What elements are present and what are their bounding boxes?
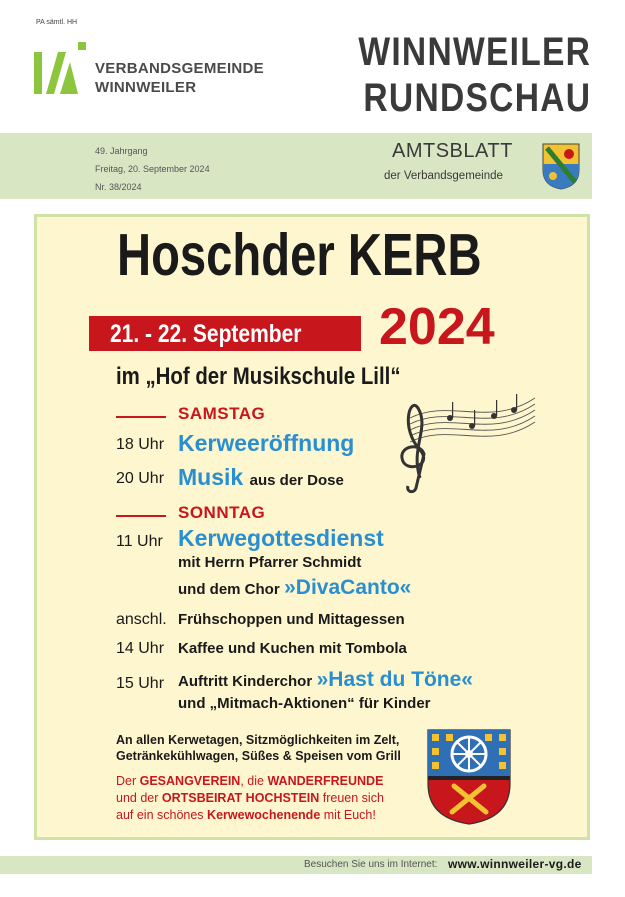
- treble-clef-music-notes-icon: [390, 388, 540, 498]
- issue-volume: 49. Jahrgang: [95, 146, 148, 156]
- org-name-line2: WINNWEILER: [95, 79, 197, 96]
- organizers-text: auf ein schönes: [116, 808, 208, 822]
- schedule-title: Kerwegottesdienst: [178, 525, 384, 551]
- organizers-text: Kerwewochenende: [207, 808, 321, 822]
- organizers-line: [116, 806, 376, 824]
- schedule-time: anschl.: [116, 611, 167, 628]
- publication-title-line2: RUNDSCHAU: [363, 76, 591, 120]
- info-text: Getränkekühlwagen, Süßes & Speisen vom Grill: [116, 749, 401, 763]
- schedule-time: 18 Uhr: [116, 436, 165, 453]
- organizers-text: und der: [116, 791, 162, 805]
- schedule-time: 14 Uhr: [116, 640, 165, 657]
- schedule-text: Frühschoppen und Mittagessen: [178, 611, 405, 628]
- organizers-text: WANDERFREUNDE: [267, 774, 384, 788]
- schedule-text: aus der Dose: [249, 472, 344, 489]
- issue-number: Nr. 38/2024: [95, 182, 142, 192]
- pa-note: PA sämtl. HH: [36, 19, 78, 26]
- schedule-item: [178, 668, 473, 692]
- organizers-text: Der: [116, 774, 140, 788]
- event-dates: 21. - 22. September: [110, 320, 302, 348]
- footer-website-link[interactable]: www.winnweiler-vg.de: [448, 857, 582, 871]
- vg-winnweiler-logo-icon: [34, 42, 86, 94]
- organizers-text: mit Euch!: [320, 808, 376, 822]
- schedule-title: Musik: [178, 464, 244, 490]
- organizers-text: , die: [240, 774, 268, 788]
- children-choir-name: »Hast du Töne«: [316, 668, 473, 691]
- schedule-item: [178, 576, 411, 600]
- publication-title-line1: WINNWEILER: [358, 30, 591, 74]
- schedule-text: Kaffee und Kuchen mit Tombola: [178, 640, 407, 657]
- municipal-crest-icon: [541, 142, 581, 190]
- organizers-line: [116, 772, 383, 790]
- schedule-text: Auftritt Kinderchor: [178, 673, 313, 690]
- poster-headline: Hoschder KERB: [117, 222, 482, 288]
- sunday-label: SONNTAG: [178, 503, 266, 522]
- org-name-line1: VERBANDSGEMEINDE: [95, 60, 264, 77]
- schedule-time: 15 Uhr: [116, 675, 165, 692]
- event-year: 2024: [379, 298, 495, 356]
- hochstein-crest-icon: [426, 728, 512, 826]
- footer-label: Besuchen Sie uns im Internet:: [304, 859, 438, 870]
- saturday-rule: [116, 416, 166, 418]
- event-venue: im „Hof der Musikschule Lill“: [116, 363, 401, 390]
- schedule-time: 20 Uhr: [116, 470, 165, 487]
- choir-name: »DivaCanto«: [284, 576, 412, 599]
- organizers-text: freuen sich: [319, 791, 384, 805]
- schedule-title: Kerweeröffnung: [178, 430, 355, 456]
- sunday-rule: [116, 515, 166, 517]
- info-text: An allen Kerwetagen, Sitzmöglichkeiten im Zelt,: [116, 733, 400, 747]
- schedule-text: und dem Chor: [178, 581, 280, 598]
- schedule-time: 11 Uhr: [116, 533, 163, 550]
- organizers-text: ORTSBEIRAT HOCHSTEIN: [161, 791, 320, 805]
- schedule-item: [178, 464, 344, 491]
- issue-date: Freitag, 20. September 2024: [95, 164, 210, 174]
- schedule-text: und „Mitmach-Aktionen“ für Kinder: [178, 695, 431, 712]
- organizers-line: [116, 789, 384, 807]
- amtsblatt-subtitle: der Verbandsgemeinde: [384, 170, 503, 182]
- organizers-text: GESANGVEREIN: [139, 774, 241, 788]
- amtsblatt-label: AMTSBLATT: [392, 140, 513, 162]
- saturday-label: SAMSTAG: [178, 404, 266, 423]
- schedule-text: mit Herrn Pfarrer Schmidt: [178, 554, 362, 571]
